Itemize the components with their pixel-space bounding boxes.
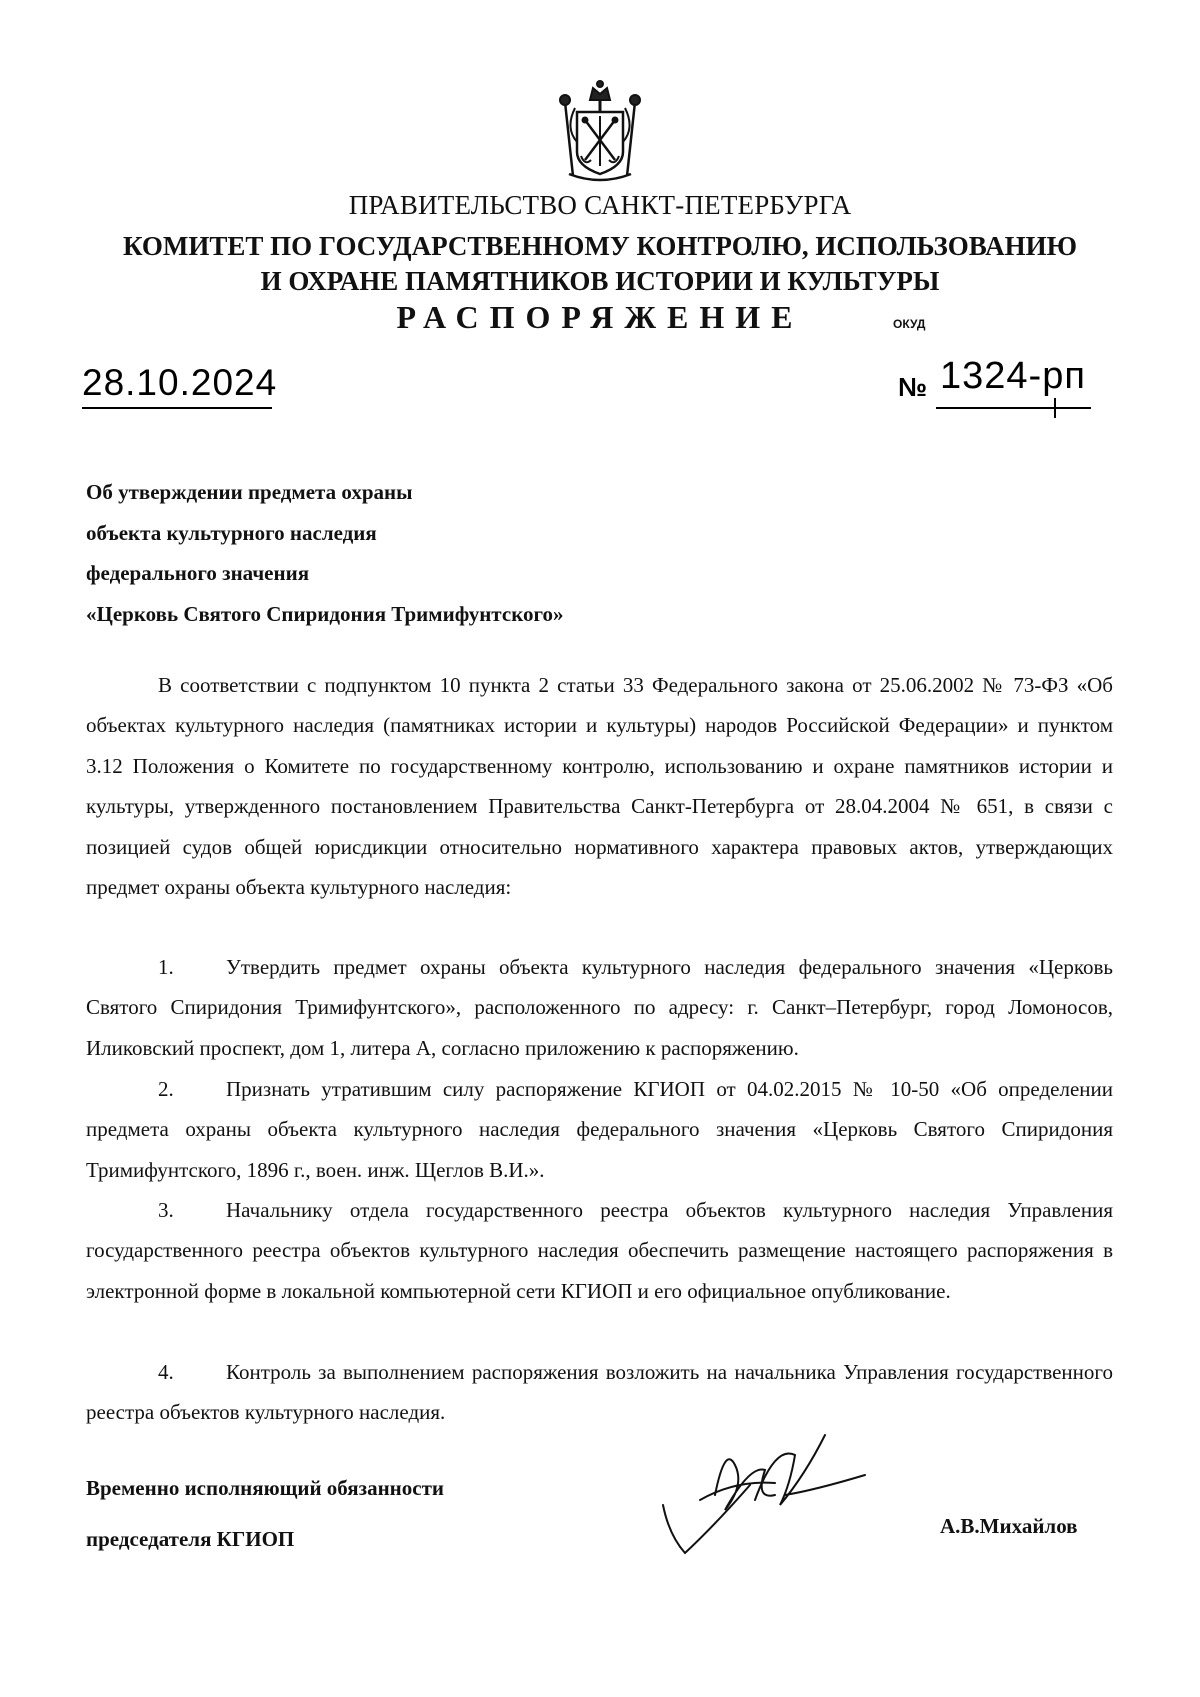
- committee-title-line2: И ОХРАНЕ ПАМЯТНИКОВ ИСТОРИИ И КУЛЬТУРЫ: [260, 266, 940, 296]
- number-sign: №: [898, 372, 927, 402]
- signatory-position-line2: председателя КГИОП: [86, 1527, 295, 1551]
- committee-title: [0, 229, 1200, 299]
- order-item-1: [86, 947, 1113, 1068]
- item-text: Контроль за выполнением распоряжения возложить на начальника Управления государственного реестра объектов культурного наследия.: [86, 1360, 1113, 1425]
- subject-line: федерального значения: [86, 561, 310, 585]
- order-item-4: [86, 1352, 1113, 1433]
- subject-line: Об утверждении предмета охраны: [86, 480, 413, 504]
- number-underline: [936, 407, 1091, 409]
- item-text: Признать утратившим силу распоряжение КГИОП от 04.02.2015 № 10-50 «Об определении предмета охраны объекта культурного наследия федерального значения «Церковь Святого Спиридония Тримифунтского, 1896 г., воен. инж. Щеглов В.И.».: [86, 1077, 1113, 1182]
- government-title: ПРАВИТЕЛЬСТВО САНКТ-ПЕТЕРБУРГА: [348, 190, 852, 220]
- subject-line: объекта культурного наследия: [86, 520, 377, 545]
- handwritten-signature-icon: [655, 1425, 885, 1565]
- item-number: 2.: [158, 1077, 174, 1101]
- item-number: 1.: [158, 955, 174, 979]
- document-subject: [86, 472, 564, 634]
- date-underline: [82, 407, 272, 409]
- subject-line: «Церковь Святого Спиридония Тримифунтского»: [86, 601, 564, 626]
- preamble-paragraph: В соответствии с подпунктом 10 пункта 2 статьи 33 Федерального закона от 25.06.2002 № 73-ФЗ «Об объектах культурного наследия (памятниках истории и культуры) народов Российской Федерации» и пунктом 3.12 Положения о Комитете по государственному контролю, использованию и охране памятников истории и культуры, утвержденного постановлением Правительства Санкт-Петербурга от 28.04.2004 № 651, в связи с позицией судов общей юрисдикции относительно нормативного характера правовых актов, утверждающих предмет охраны объекта культурного наследия:: [86, 673, 1113, 900]
- order-item-3: [86, 1190, 1113, 1311]
- signatory-name: А.В.Михайлов: [940, 1514, 1078, 1538]
- item-text: Начальнику отдела государственного реестра объектов культурного наследия Управления государственного реестра объектов культурного наследия обеспечить размещение настоящего распоряжения в электронной форме в локальной компьютерной сети КГИОП и его официальное опубликование.: [86, 1198, 1113, 1303]
- signatory-position-line1: Временно исполняющий обязанности: [86, 1476, 445, 1500]
- st-petersburg-coat-of-arms-icon: [555, 78, 645, 182]
- number-tick-mark: [1054, 398, 1056, 418]
- committee-title-line1: КОМИТЕТ ПО ГОСУДАРСТВЕННОМУ КОНТРОЛЮ, ИСПОЛЬЗОВАНИЮ: [123, 231, 1077, 261]
- okud-label: ОКУД: [893, 317, 926, 331]
- item-number: 3.: [158, 1198, 174, 1222]
- item-text: Утвердить предмет охраны объекта культурного наследия федерального значения «Церковь Святого Спиридония Тримифунтского», расположенного по адресу: г. Санкт–Петербург, город Ломоносов, Иликовский проспект, дом 1, литера А, согласно приложению к распоряжению.: [86, 955, 1113, 1060]
- document-type: РАСПОРЯЖЕНИЕ: [396, 299, 804, 335]
- item-number: 4.: [158, 1360, 174, 1384]
- order-item-2: [86, 1069, 1113, 1190]
- document-date: 28.10.2024: [82, 362, 278, 403]
- document-number: 1324-рп: [940, 355, 1086, 397]
- signatory-position: [86, 1463, 444, 1565]
